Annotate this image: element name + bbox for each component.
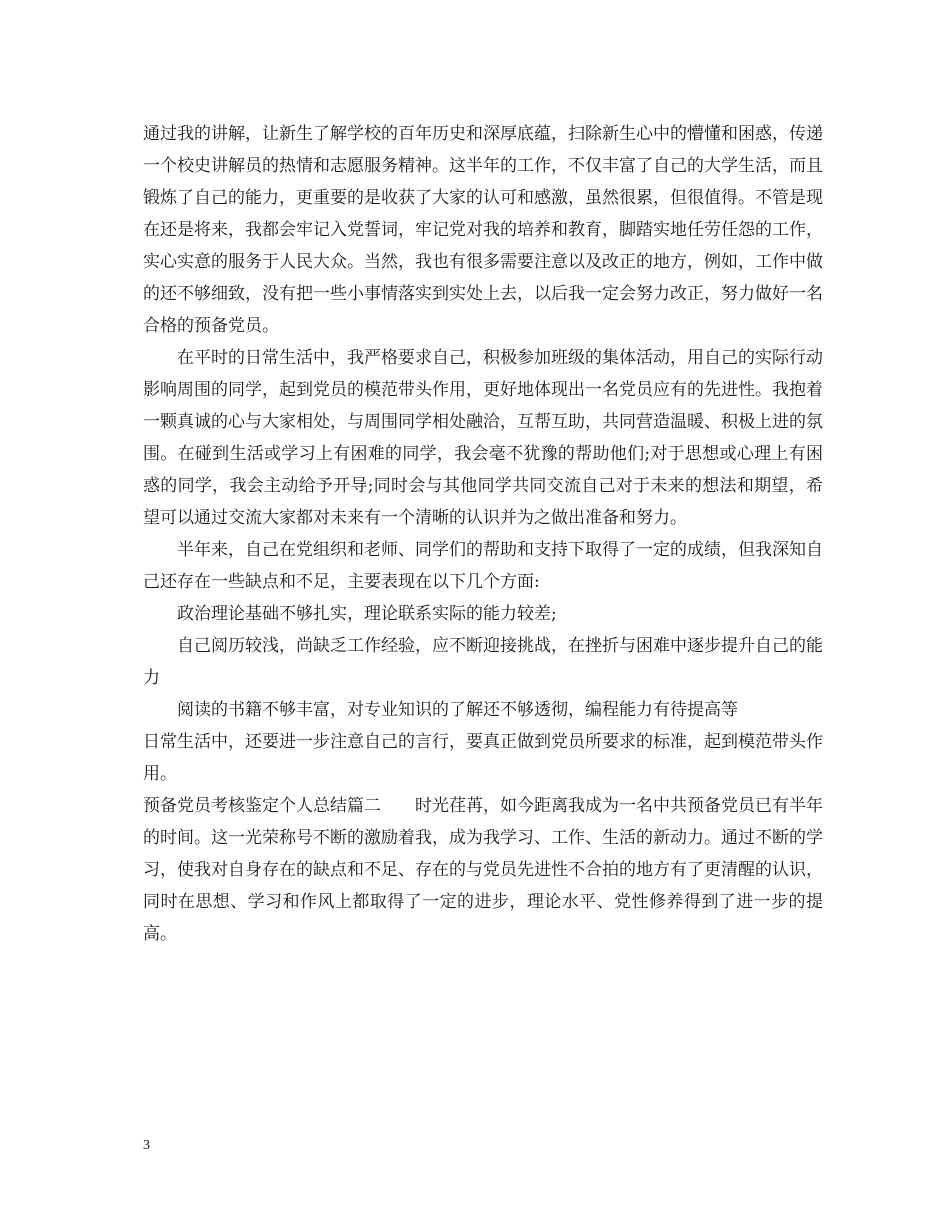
paragraph-2: 在平时的日常生活中，我严格要求自己，积极参加班级的集体活动，用自己的实际行动影响周围的同学，起到党员的模范带头作用，更好地体现出一名党员应有的先进性。我抱着一颗真诚的心与大家相处，与周围同学相处融洽，互帮互助，共同营造温暖、积极上进的氛围。在碰到生活或学习上有困难的同学，我会毫不犹豫的帮助他们;对于思想或心理上有困惑的同学，我会主动给予开导;同时会与其他同学共同交流自己对于未来的想法和期望，希望可以通过交流大家都对未来有一个清晰的认识并为之做出准备和努力。 bbox=[143, 348, 823, 528]
paragraph-5: 自己阅历较浅，尚缺乏工作经验，应不断迎接挑战，在挫折与困难中逐步提升自己的能力 bbox=[143, 636, 823, 688]
document-body bbox=[143, 118, 823, 950]
paragraph-7: 日常生活中，还要进一步注意自己的言行，要真正做到党员所要求的标准，起到模范带头作用。 bbox=[143, 732, 823, 784]
page-number: 3 bbox=[143, 1138, 150, 1153]
paragraph-1: 通过我的讲解，让新生了解学校的百年历史和深厚底蕴，扫除新生心中的懵懂和困惑，传递一个校史讲解员的热情和志愿服务精神。这半年的工作，不仅丰富了自己的大学生活，而且锻炼了自己的能力，更重要的是收获了大家的认可和感激，虽然很累，但很值得。不管是现在还是将来，我都会牢记入党誓词，牢记党对我的培养和教育，脚踏实地任劳任怨的工作，实心实意的服务于人民大众。当然，我也有很多需要注意以及改正的地方，例如，工作中做的还不够细致，没有把一些小事情落实到实处上去，以后我一定会努力改正，努力做好一名合格的预备党员。 bbox=[143, 124, 823, 336]
paragraph-3: 半年来，自己在党组织和老师、同学们的帮助和支持下取得了一定的成绩，但我深知自己还存在一些缺点和不足，主要表现在以下几个方面: bbox=[143, 540, 823, 592]
paragraph-6: 阅读的书籍不够丰富，对专业知识的了解还不够透彻，编程能力有待提高等 bbox=[177, 700, 738, 720]
paragraph-8: 预备党员考核鉴定个人总结篇二 时光荏苒，如今距离我成为一名中共预备党员已有半年的时间。这一光荣称号不断的激励着我，成为我学习、工作、生活的新动力。通过不断的学习，使我对自身存在的缺点和不足、存在的与党员先进性不合拍的地方有了更清醒的认识，同时在思想、学习和作风上都取得了一定的进步，理论水平、党性修养得到了进一步的提高。 bbox=[143, 796, 823, 944]
paragraph-4: 政治理论基础不够扎实，理论联系实际的能力较差; bbox=[177, 604, 557, 624]
